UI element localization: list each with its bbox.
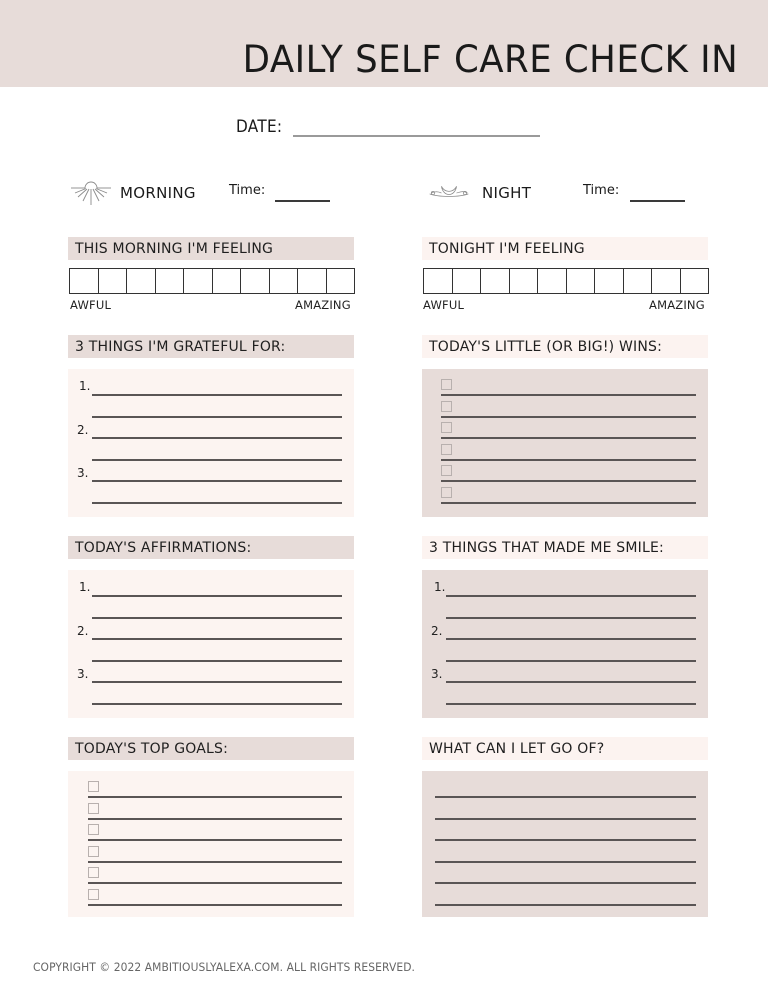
goals-checkbox-5[interactable] bbox=[88, 867, 99, 878]
smile-line-2b[interactable] bbox=[446, 660, 696, 662]
scale-cell-3[interactable] bbox=[481, 269, 510, 293]
let-go-line-3[interactable] bbox=[435, 839, 696, 841]
goals-header: TODAY'S TOP GOALS: bbox=[68, 737, 354, 760]
grateful-header: 3 THINGS I'M GRATEFUL FOR: bbox=[68, 335, 354, 358]
night-feeling-scale bbox=[423, 268, 709, 294]
scale-cell-10[interactable] bbox=[327, 269, 355, 293]
wins-line-4[interactable] bbox=[441, 459, 696, 461]
scale-cell-3[interactable] bbox=[127, 269, 156, 293]
scale-cell-9[interactable] bbox=[652, 269, 681, 293]
wins-checkbox-2[interactable] bbox=[441, 401, 452, 412]
wins-header: TODAY'S LITTLE (OR BIG!) WINS: bbox=[422, 335, 708, 358]
grateful-line-2a[interactable] bbox=[92, 437, 342, 439]
goals-checkbox-4[interactable] bbox=[88, 846, 99, 857]
goals-line-2[interactable] bbox=[88, 818, 342, 820]
night-header bbox=[428, 180, 718, 206]
date-field[interactable] bbox=[293, 117, 540, 137]
grateful-number-2: 2. bbox=[77, 423, 89, 437]
grateful-box bbox=[68, 369, 354, 517]
goals-checkbox-2[interactable] bbox=[88, 803, 99, 814]
grateful-line-1b[interactable] bbox=[92, 416, 342, 418]
goals-line-4[interactable] bbox=[88, 861, 342, 863]
night-feeling-header: TONIGHT I'M FEELING bbox=[422, 237, 708, 260]
smile-number-3: 3. bbox=[431, 667, 443, 681]
scale-cell-4[interactable] bbox=[510, 269, 539, 293]
morning-scale-min: AWFUL bbox=[70, 298, 112, 312]
scale-cell-2[interactable] bbox=[99, 269, 128, 293]
scale-cell-7[interactable] bbox=[241, 269, 270, 293]
let-go-line-4[interactable] bbox=[435, 861, 696, 863]
date-label: DATE: bbox=[236, 117, 283, 137]
affirmation-line-3b[interactable] bbox=[92, 703, 342, 705]
page-title: DAILY SELF CARE CHECK IN bbox=[242, 38, 738, 81]
grateful-line-3b[interactable] bbox=[92, 502, 342, 504]
night-time-field[interactable] bbox=[630, 200, 685, 202]
affirmations-box bbox=[68, 570, 354, 718]
scale-cell-8[interactable] bbox=[270, 269, 299, 293]
scale-cell-1[interactable] bbox=[70, 269, 99, 293]
wins-checkbox-4[interactable] bbox=[441, 444, 452, 455]
wins-checkbox-1[interactable] bbox=[441, 379, 452, 390]
smile-line-2a[interactable] bbox=[446, 638, 696, 640]
night-label: NIGHT bbox=[482, 184, 532, 202]
crescent-moon-icon bbox=[428, 180, 470, 206]
morning-label: MORNING bbox=[120, 184, 196, 202]
smile-line-1a[interactable] bbox=[446, 595, 696, 597]
copyright-footer: COPYRIGHT © 2022 AMBITIOUSLYALEXA.COM. ALL RIGHTS RESERVED. bbox=[33, 960, 416, 974]
grateful-number-1: 1. bbox=[79, 379, 91, 393]
wins-box bbox=[422, 369, 708, 517]
wins-line-6[interactable] bbox=[441, 502, 696, 504]
smile-box bbox=[422, 570, 708, 718]
goals-checkbox-3[interactable] bbox=[88, 824, 99, 835]
let-go-box bbox=[422, 771, 708, 917]
affirmation-line-2a[interactable] bbox=[92, 638, 342, 640]
grateful-number-3: 3. bbox=[77, 466, 89, 480]
let-go-line-5[interactable] bbox=[435, 882, 696, 884]
affirmation-number-1: 1. bbox=[79, 580, 91, 594]
night-time-label: Time: bbox=[583, 183, 620, 198]
scale-cell-10[interactable] bbox=[681, 269, 709, 293]
scale-cell-6[interactable] bbox=[567, 269, 596, 293]
affirmation-line-3a[interactable] bbox=[92, 681, 342, 683]
morning-time-field[interactable] bbox=[275, 200, 330, 202]
scale-cell-7[interactable] bbox=[595, 269, 624, 293]
goals-line-5[interactable] bbox=[88, 882, 342, 884]
goals-line-1[interactable] bbox=[88, 796, 342, 798]
smile-header: 3 THINGS THAT MADE ME SMILE: bbox=[422, 536, 708, 559]
date-row bbox=[236, 117, 540, 137]
grateful-line-2b[interactable] bbox=[92, 459, 342, 461]
smile-number-2: 2. bbox=[431, 624, 443, 638]
scale-cell-5[interactable] bbox=[184, 269, 213, 293]
morning-feeling-scale bbox=[69, 268, 355, 294]
wins-line-5[interactable] bbox=[441, 480, 696, 482]
goals-checkbox-1[interactable] bbox=[88, 781, 99, 792]
wins-checkbox-3[interactable] bbox=[441, 422, 452, 433]
goals-line-3[interactable] bbox=[88, 839, 342, 841]
grateful-line-1a[interactable] bbox=[92, 394, 342, 396]
goals-checkbox-6[interactable] bbox=[88, 889, 99, 900]
smile-line-1b[interactable] bbox=[446, 617, 696, 619]
night-scale-max: AMAZING bbox=[649, 298, 705, 312]
affirmation-number-2: 2. bbox=[77, 624, 89, 638]
scale-cell-2[interactable] bbox=[453, 269, 482, 293]
scale-cell-1[interactable] bbox=[424, 269, 453, 293]
grateful-line-3a[interactable] bbox=[92, 480, 342, 482]
smile-line-3b[interactable] bbox=[446, 703, 696, 705]
goals-box bbox=[68, 771, 354, 917]
affirmation-number-3: 3. bbox=[77, 667, 89, 681]
morning-header bbox=[70, 180, 360, 206]
wins-line-1[interactable] bbox=[441, 394, 696, 396]
smile-line-3a[interactable] bbox=[446, 681, 696, 683]
let-go-line-1[interactable] bbox=[435, 796, 696, 798]
let-go-line-2[interactable] bbox=[435, 818, 696, 820]
smile-number-1: 1. bbox=[434, 580, 446, 594]
affirmations-header: TODAY'S AFFIRMATIONS: bbox=[68, 536, 354, 559]
affirmation-line-2b[interactable] bbox=[92, 660, 342, 662]
scale-cell-8[interactable] bbox=[624, 269, 653, 293]
goals-line-6[interactable] bbox=[88, 904, 342, 906]
sun-icon bbox=[70, 180, 112, 206]
let-go-header: WHAT CAN I LET GO OF? bbox=[422, 737, 708, 760]
let-go-line-6[interactable] bbox=[435, 904, 696, 906]
wins-line-3[interactable] bbox=[441, 437, 696, 439]
scale-cell-4[interactable] bbox=[156, 269, 185, 293]
scale-cell-6[interactable] bbox=[213, 269, 242, 293]
morning-time-label: Time: bbox=[229, 183, 266, 198]
morning-feeling-header: THIS MORNING I'M FEELING bbox=[68, 237, 354, 260]
scale-cell-9[interactable] bbox=[298, 269, 327, 293]
wins-line-2[interactable] bbox=[441, 416, 696, 418]
wins-checkbox-5[interactable] bbox=[441, 465, 452, 476]
morning-scale-max: AMAZING bbox=[295, 298, 351, 312]
affirmation-line-1b[interactable] bbox=[92, 617, 342, 619]
wins-checkbox-6[interactable] bbox=[441, 487, 452, 498]
scale-cell-5[interactable] bbox=[538, 269, 567, 293]
affirmation-line-1a[interactable] bbox=[92, 595, 342, 597]
night-scale-min: AWFUL bbox=[423, 298, 465, 312]
